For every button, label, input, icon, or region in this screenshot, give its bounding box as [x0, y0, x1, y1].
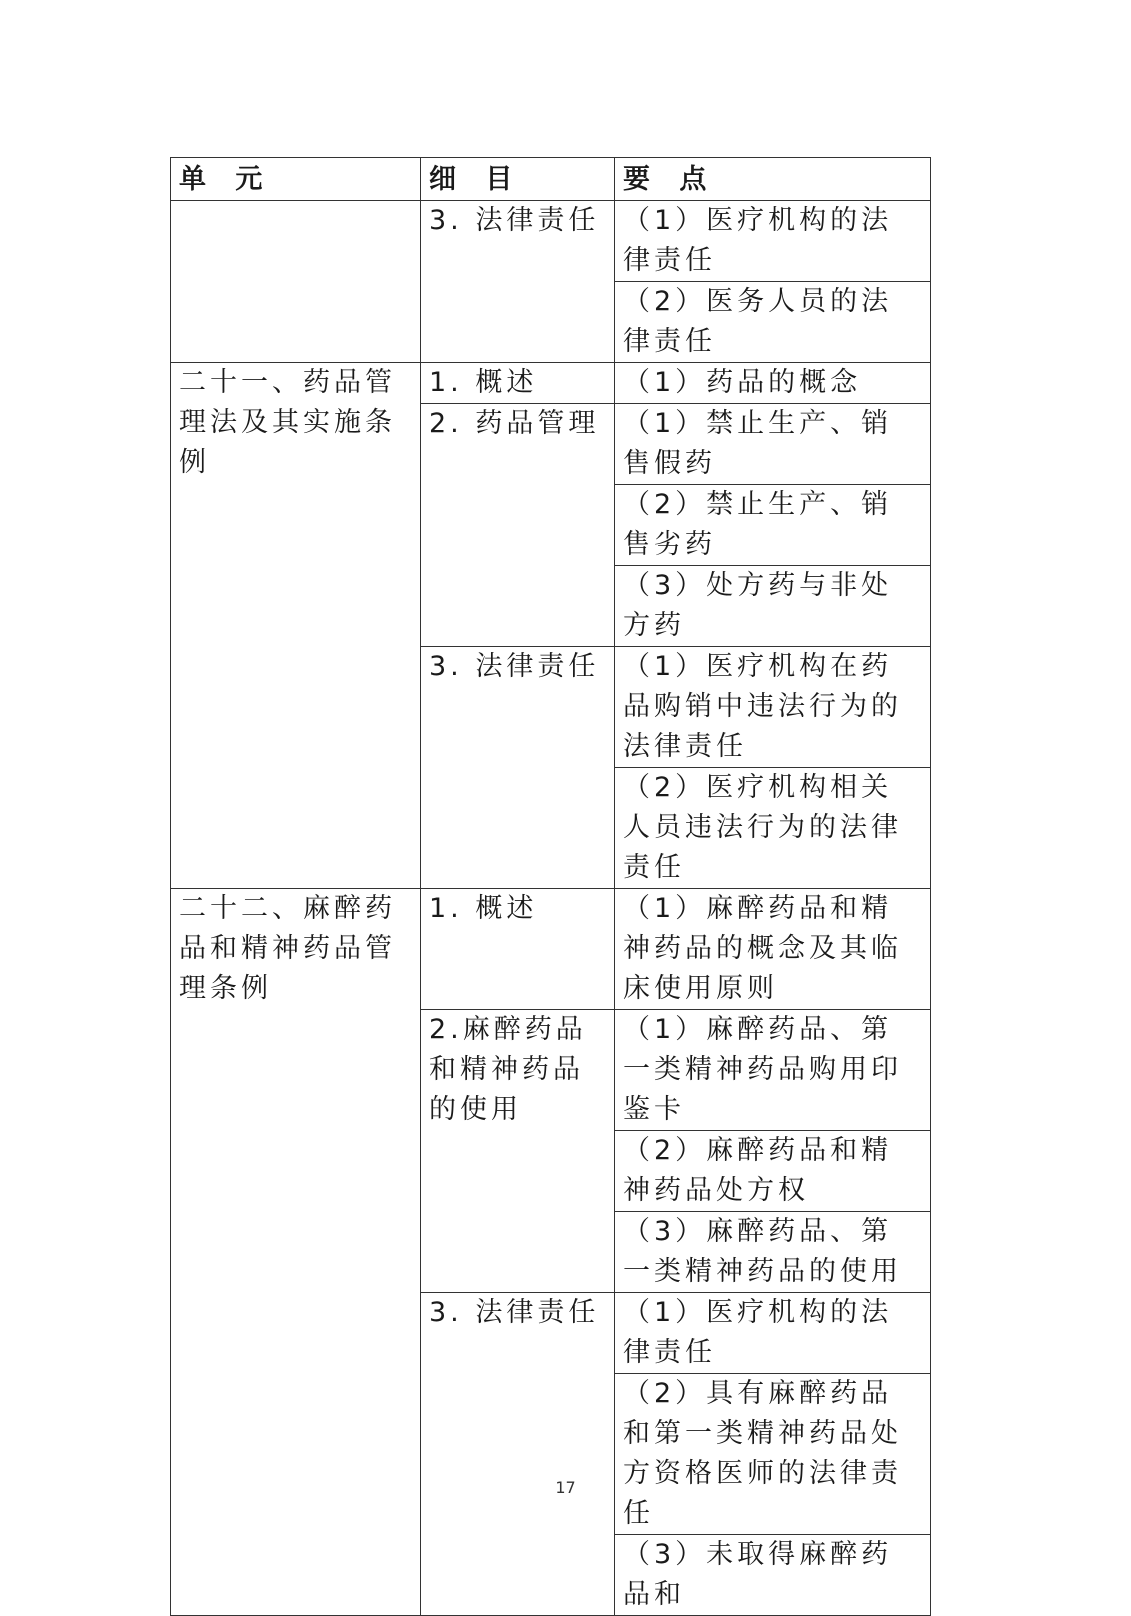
item-cell: 1. 概述 — [421, 889, 615, 1010]
item-cell: 2.麻醉药品和精神药品的使用 — [421, 1010, 615, 1293]
point-cell: （2）具有麻醉药品和第一类精神药品处方资格医师的法律责任 — [615, 1374, 931, 1535]
table-row — [171, 201, 931, 282]
item-cell: 3. 法律责任 — [421, 647, 615, 889]
point-cell: （3）麻醉药品、第一类精神药品的使用 — [615, 1212, 931, 1293]
header-unit: 单 元 — [171, 158, 421, 201]
item-cell: 1. 概述 — [421, 363, 615, 404]
point-cell: （2）禁止生产、销售劣药 — [615, 485, 931, 566]
point-cell: （1）医疗机构的法律责任 — [615, 201, 931, 282]
page-number: 17 — [555, 1478, 576, 1497]
item-cell: 2. 药品管理 — [421, 404, 615, 647]
header-item: 细 目 — [421, 158, 615, 201]
point-cell: （1）药品的概念 — [615, 363, 931, 404]
point-cell: （2）医务人员的法律责任 — [615, 282, 931, 363]
table-row — [171, 363, 931, 404]
syllabus-table — [170, 157, 931, 1616]
point-cell: （1）医疗机构的法律责任 — [615, 1293, 931, 1374]
point-cell: （3）未取得麻醉药品和 — [615, 1535, 931, 1616]
point-cell: （1）麻醉药品、第一类精神药品购用印鉴卡 — [615, 1010, 931, 1131]
table-row — [171, 889, 931, 1010]
header-point: 要 点 — [615, 158, 931, 201]
unit-cell: 二十二、麻醉药品和精神药品管理条例 — [171, 889, 421, 1616]
unit-cell: 二十一、药品管理法及其实施条例 — [171, 363, 421, 889]
unit-cell — [171, 201, 421, 363]
header-row — [171, 158, 931, 201]
point-cell: （3）处方药与非处方药 — [615, 566, 931, 647]
point-cell: （1）禁止生产、销售假药 — [615, 404, 931, 485]
point-cell: （1）麻醉药品和精神药品的概念及其临床使用原则 — [615, 889, 931, 1010]
point-cell: （2）麻醉药品和精神药品处方权 — [615, 1131, 931, 1212]
point-cell: （2）医疗机构相关人员违法行为的法律责任 — [615, 768, 931, 889]
item-cell: 3. 法律责任 — [421, 1293, 615, 1616]
point-cell: （1）医疗机构在药品购销中违法行为的法律责任 — [615, 647, 931, 768]
item-cell: 3. 法律责任 — [421, 201, 615, 363]
